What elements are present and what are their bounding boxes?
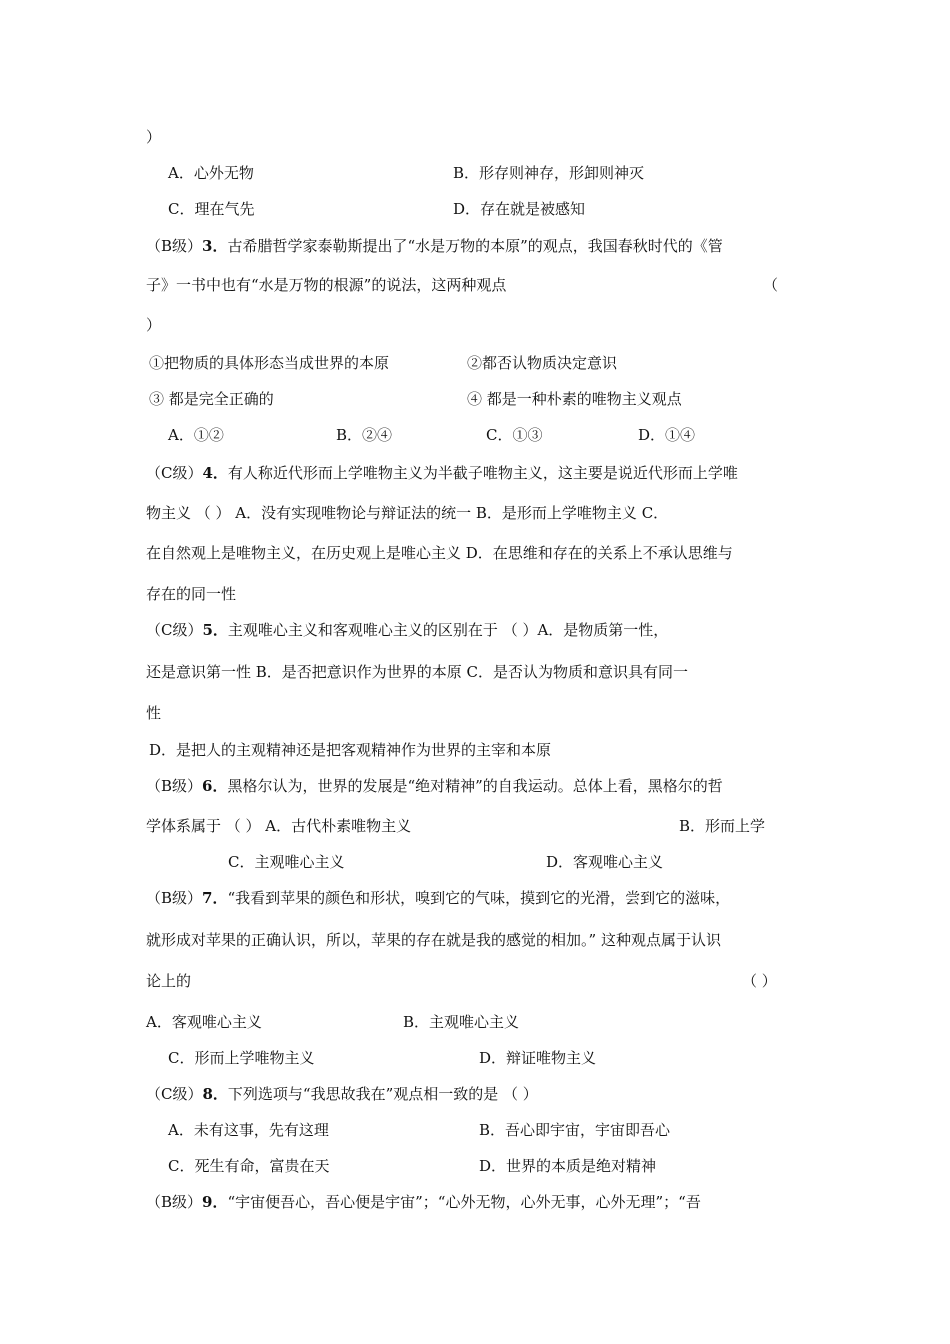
option-a: A．心外无物 [168, 164, 254, 182]
option-a: A．未有这事，先有这理 [168, 1121, 329, 1139]
question-text: 黑格尔认为，世界的发展是“绝对精神”的自我运动。总体上看，黑格尔的哲 [227, 777, 723, 795]
question-line: 性 [146, 704, 162, 722]
option-c: C．理在气先 [168, 200, 255, 218]
question-7 [146, 888, 730, 908]
question-line: 物主义 （ ） A．没有实现唯物论与辩证法的统一 B．是形而上学唯物主义 C． [146, 504, 669, 522]
option-d: D．存在就是被感知 [453, 200, 586, 218]
question-4 [146, 463, 738, 483]
closing-paren: ） [146, 128, 162, 146]
question-number: 6． [202, 777, 228, 795]
option-d: D．客观唯心主义 [546, 853, 664, 871]
level-tag: （B级） [146, 889, 203, 907]
question-line: 存在的同一性 [146, 585, 237, 603]
question-line: 子》一书中也有“水是万物的根源”的说法，这两种观点 [146, 276, 507, 294]
statement-1: ①把物质的具体形态当成世界的本原 [149, 354, 390, 372]
option-d: D．辩证唯物主义 [479, 1049, 597, 1067]
option-c: C．主观唯心主义 [228, 853, 345, 871]
question-line: 学体系属于 （ ） A．古代朴素唯物主义 [146, 817, 412, 835]
option-b: B．吾心即宇宙，宇宙即吾心 [479, 1121, 671, 1139]
answer-paren-close: ） [146, 316, 162, 334]
question-number: 9． [202, 1193, 228, 1211]
question-text: 古希腊哲学家泰勒斯提出了“水是万物的本原”的观点，我国春秋时代的《管 [227, 237, 723, 255]
question-number: 5． [202, 621, 228, 639]
question-line: 还是意识第一性 B．是否把意识作为世界的本原 C．是否认为物质和意识具有同一 [146, 663, 689, 681]
question-text: 有人称近代形而上学唯物主义为半截子唯物主义，这主要是说近代形而上学唯 [227, 464, 738, 482]
option-a: A．客观唯心主义 [146, 1013, 262, 1031]
option-d: D．世界的本质是绝对精神 [479, 1157, 657, 1175]
question-line: 就形成对苹果的正确认识，所以，苹果的存在就是我的感觉的相加。” 这种观点属于认识 [146, 931, 721, 949]
option-b: B．形而上学 [679, 817, 766, 835]
question-text: “我看到苹果的颜色和形状，嗅到它的气味，摸到它的光滑，尝到它的滋味， [227, 889, 731, 907]
level-tag: （C级） [146, 1085, 203, 1103]
question-line: 在自然观上是唯物主义，在历史观上是唯心主义 D．在思维和存在的关系上不承认思维与 [146, 544, 733, 562]
question-text: “宇宙便吾心，吾心便是宇宙”；“心外无物，心外无事，心外无理”；“吾 [227, 1193, 701, 1211]
question-6 [146, 776, 723, 796]
statement-4: ④ 都是一种朴素的唯物主义观点 [467, 390, 682, 408]
question-text: 下列选项与“我思故我在”观点相一致的是 （ ） [227, 1085, 538, 1103]
question-8 [146, 1084, 538, 1104]
option-b: B．形存则神存，形卸则神灭 [453, 164, 645, 182]
level-tag: （C级） [146, 621, 203, 639]
question-number: 3． [202, 237, 228, 255]
level-tag: （C级） [146, 464, 203, 482]
answer-paren-open: （ [763, 276, 779, 294]
level-tag: （B级） [146, 777, 203, 795]
option-c: C．死生有命，富贵在天 [168, 1157, 330, 1175]
statement-3: ③ 都是完全正确的 [149, 390, 274, 408]
question-number: 8． [202, 1085, 228, 1103]
option-c: C．形而上学唯物主义 [168, 1049, 315, 1067]
option-d: D．是把人的主观精神还是把客观精神作为世界的主宰和本原 [149, 741, 552, 759]
question-number: 4． [202, 464, 228, 482]
question-line: 论上的 [146, 972, 192, 990]
statement-2: ②都否认物质决定意识 [467, 354, 618, 372]
option-b: B．②④ [336, 426, 393, 444]
question-3 [146, 236, 723, 256]
option-b: B．主观唯心主义 [403, 1013, 520, 1031]
question-number: 7． [202, 889, 228, 907]
question-text: 主观唯心主义和客观唯心主义的区别在于 （ ）A．是物质第一性， [227, 621, 669, 639]
option-d: D．①④ [638, 426, 696, 444]
level-tag: （B级） [146, 1193, 203, 1211]
answer-paren: （ ） [742, 972, 777, 990]
option-a: A．①② [168, 426, 224, 444]
question-5 [146, 620, 668, 640]
question-9 [146, 1192, 701, 1212]
level-tag: （B级） [146, 237, 203, 255]
option-c: C．①③ [486, 426, 543, 444]
